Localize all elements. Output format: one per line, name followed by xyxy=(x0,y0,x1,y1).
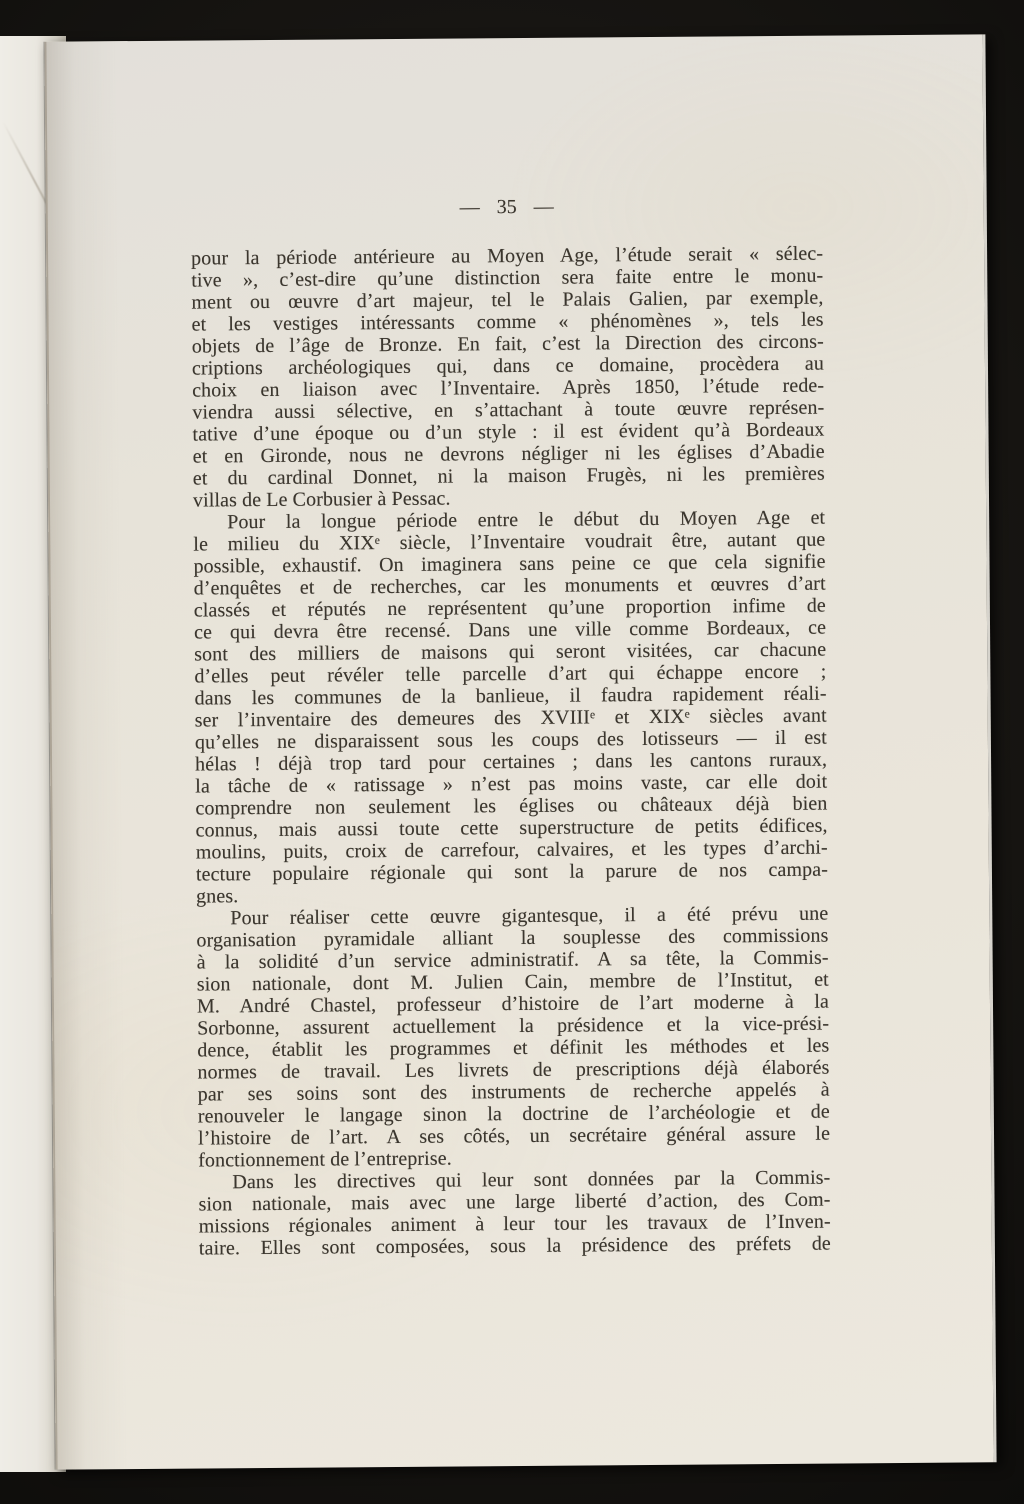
text-line: par ses soins sont des instruments de recherche appelés à xyxy=(197,1078,830,1106)
text-line: sion nationale, mais avec une large liberté d’action, des Com- xyxy=(198,1188,831,1216)
text-line: villas de Le Corbusier à Pessac. xyxy=(192,487,451,512)
text-line: et en Gironde, nous ne devrons négliger ni les églises d’Abadie xyxy=(192,440,825,468)
text-line: Pour la longue période entre le début du Moyen Age et xyxy=(227,506,826,534)
paragraph xyxy=(193,507,828,908)
text-line: M. André Chastel, professeur d’histoire de l’art moderne à la xyxy=(196,990,830,1018)
text-line: criptions archéologiques qui, dans ce domaine, procèdera au xyxy=(191,352,825,380)
text-line: tecture populaire régionale qui sont la parure de nos campa- xyxy=(195,858,829,886)
text-line: normes de travail. Les livrets de prescriptions déjà élaborés xyxy=(197,1056,830,1084)
text-line: classés et réputés ne représentent qu’une proportion infime de xyxy=(193,594,826,622)
text-line: choix en liaison avec l’Inventaire. Après 1850, l’étude rede- xyxy=(192,374,825,402)
text-line: connus, mais aussi toute cette superstructure de petits édifices, xyxy=(195,814,828,842)
text-line: tative d’une époque ou d’un style : il est évident qu’à Bordeaux xyxy=(192,418,825,446)
paragraph xyxy=(198,1167,831,1260)
text-line: fonctionnement de l’entreprise. xyxy=(198,1147,452,1172)
text-line: ce qui devra être recensé. Dans une ville comme Bordeaux, ce xyxy=(193,616,827,644)
text-line: qu’elles ne disparaissent sous les coups des lotisseurs — il est xyxy=(194,726,827,754)
text-line: tive », c’est-dire qu’une distinction sera faite entre le monu- xyxy=(191,264,824,292)
text-line: à la solidité d’un service administratif. A sa tête, la Commis- xyxy=(196,946,829,974)
text-line: ser l’inventaire des demeures des XVIIIe et XIXe siècles avant xyxy=(194,704,827,732)
text-line: sont des milliers de maisons qui seront visitées, car chacune xyxy=(194,638,827,666)
paragraph xyxy=(191,243,825,512)
text-line: objets de l’âge de Bronze. En fait, c’est la Direction des circons- xyxy=(191,330,824,358)
text-line: gnes. xyxy=(196,885,239,908)
text-line: et les vestiges intéressants comme « phénomènes », tels les xyxy=(191,308,824,336)
text-line: Pour réaliser cette œuvre gigantesque, il a été prévu une xyxy=(230,902,829,930)
text-line: l’histoire de l’art. A ses côtés, un secrétaire général assure le xyxy=(197,1122,831,1150)
page-number: — 35 — xyxy=(459,195,554,219)
text-line: Dans les directives qui leur sont données par la Commis- xyxy=(232,1166,831,1194)
text-line: sion nationale, dont M. Julien Cain, membre de l’Institut, et xyxy=(196,968,829,996)
text-line: possible, exhaustif. On imaginera sans peine ce que cela signifie xyxy=(193,550,826,578)
text-line: hélas ! déjà trop tard pour certaines ; dans les cantons ruraux, xyxy=(195,748,828,776)
text-line: taire. Elles sont composées, sous la présidence des préfets de xyxy=(198,1232,831,1260)
text-line: moulins, puits, croix de carrefour, calvaires, et les types d’archi- xyxy=(195,836,828,864)
text-line: comprendre non seulement les églises ou châteaux déjà bien xyxy=(195,792,828,820)
text-line: organisation pyramidale alliant la souplesse des commissions xyxy=(196,924,829,952)
text-line: d’elles peut révéler telle parcelle d’art qui échappe encore ; xyxy=(194,660,827,688)
text-line: le milieu du XIXe siècle, l’Inventaire voudrait être, autant que xyxy=(193,528,826,556)
text-line: dence, établit les programmes et définit les méthodes et les xyxy=(197,1034,830,1062)
text-line: viendra aussi sélective, en s’attachant à toute œuvre représen- xyxy=(192,396,825,424)
text-line: renouveler le langage sinon la doctrine de l’archéologie et de xyxy=(197,1100,830,1128)
text-line: pour la période antérieure au Moyen Age, l’étude serait « sélec- xyxy=(191,242,824,270)
paragraph xyxy=(196,903,830,1172)
text-line: ment ou œuvre d’art majeur, tel le Palais Galien, par exemple, xyxy=(191,286,824,314)
text-line: la tâche de « ratissage » n’est pas moins vaste, car elle doit xyxy=(195,770,828,798)
book-page xyxy=(44,34,996,1469)
text-line: d’enquêtes et de recherches, car les monuments et œuvres d’art xyxy=(193,572,826,600)
text-line: dans les communes de la banlieue, il faudra rapidement réali- xyxy=(194,682,827,710)
text-line: missions régionales animent à leur tour les travaux de l’Inven- xyxy=(198,1210,831,1238)
text-block xyxy=(191,243,831,1260)
text-line: et du cardinal Donnet, ni la maison Frugès, ni les premières xyxy=(192,462,825,490)
text-line: Sorbonne, assurent actuellement la présidence et la vice-prési- xyxy=(197,1012,830,1040)
